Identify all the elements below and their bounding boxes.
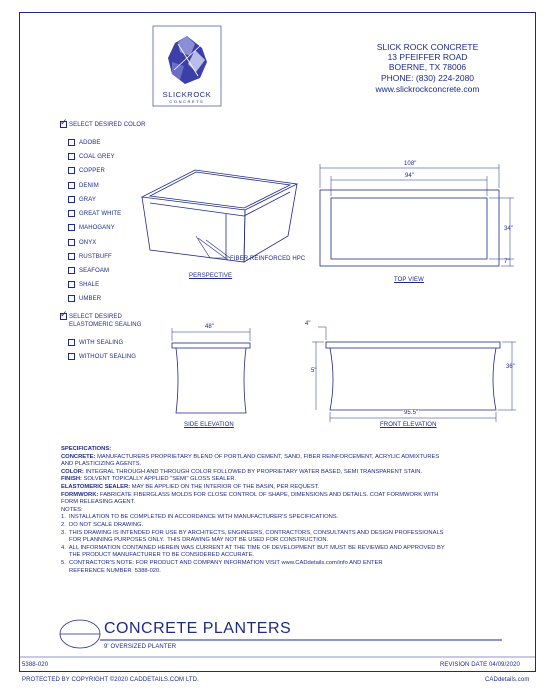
color-label-rustbuff: RUSTBUFF: [79, 254, 112, 260]
color-label-shale: SHALE: [79, 282, 100, 288]
spec-sealer-text: MAY BE APPLIED ON THE INTERIOR OF THE BASIN, PER REQUEST.: [130, 483, 320, 490]
color-checkbox-great-white[interactable]: [68, 210, 75, 217]
color-label-great-white: GREAT WHITE: [79, 211, 122, 217]
perspective-label: PERSPECTIVE: [189, 273, 233, 279]
note-item: THE PRODUCT MANUFACTURER TO BE CONSIDERED ACCURATE.: [61, 552, 255, 559]
sealing-checkbox-without[interactable]: [68, 353, 75, 360]
color-checkbox-seafoam[interactable]: [68, 267, 75, 274]
checkmark-icon: ✓: [60, 117, 68, 127]
spec-color-label: COLOR:: [61, 468, 84, 475]
company-address-line2: BOERNE, TX 78006: [388, 62, 467, 72]
spec-concrete-label: CONCRETE:: [61, 453, 96, 460]
spec-finish: [61, 476, 481, 484]
spec-formwork-text: FABRICATE FIBERGLASS MOLDS FOR CLOSE CONTROL OF SHAPE, DIMENSIONS AND DETAILS. COAT FORMWORK WITH: [98, 491, 439, 498]
drawing-subtitle: 9' OVERSIZED PLANTER: [104, 644, 177, 650]
color-label-gray: GRAY: [79, 197, 96, 203]
dim-front-rim: 5": [311, 368, 317, 374]
company-name: SLICK ROCK CONCRETE: [376, 42, 479, 52]
top-view-label: TOP VIEW: [394, 277, 424, 283]
checkmark-icon: ✓: [60, 309, 68, 319]
spec-sealer: [61, 484, 481, 492]
perspective-drawing: [142, 170, 297, 262]
dim-front-height: 36": [506, 364, 516, 370]
spec-formwork-label: FORMWORK:: [61, 491, 99, 498]
spec-sealer-label: ELASTOMERIC SEALER:: [61, 483, 131, 490]
dim-top-lip: 7": [504, 259, 510, 265]
color-checkbox-mahogany[interactable]: [68, 224, 75, 231]
company-phone: PHONE: (830) 224-2080: [380, 73, 475, 83]
company-address-line1: 13 PFEIFFER ROAD: [387, 52, 468, 62]
side-elevation-drawing: [172, 328, 250, 413]
copyright-notice: PROTECTED BY COPYRIGHT ©2020 CADDETAILS.COM LTD.: [22, 677, 199, 683]
note-item: FOR PLANNING PURPOSES ONLY. THIS DRAWING MAY NOT BE USED FOR CONSTRUCTION.: [61, 537, 329, 544]
note-item: REFERENCE NUMBER 5388-020.: [61, 567, 161, 574]
color-label-seafoam: SEAFOAM: [79, 268, 110, 274]
color-label-umber: UMBER: [79, 296, 102, 302]
callout-leader: [196, 236, 228, 258]
specifications-heading: SPECIFICATIONS:: [61, 446, 112, 452]
spec-formwork-text2: FORM RELEASING AGENT.: [61, 499, 136, 506]
sealing-checkbox-with[interactable]: [68, 339, 75, 346]
reference-number: 5388-020: [22, 662, 49, 668]
specifications-block: [61, 446, 481, 575]
front-elevation-label: FRONT ELEVATION: [380, 422, 437, 428]
color-checkbox-coal-grey[interactable]: [68, 153, 75, 160]
dim-top-inner: 94": [405, 173, 415, 179]
color-checkbox-rustbuff[interactable]: [68, 253, 75, 260]
spec-concrete: [61, 454, 481, 462]
fiber-callout: FIBER REINFORCED HPC: [230, 256, 306, 262]
dim-front-lip: 4": [305, 321, 311, 327]
dim-top-depth: 34": [504, 226, 514, 232]
note-item: 2. DO NOT SCALE DRAWING.: [61, 521, 144, 528]
spec-concrete-text: MANUFACTURERS PROPRIETARY BLEND OF PORTLAND CEMENT, SAND, FIBER REINFORCEMENT, ACRYLIC ADMIXTURES: [95, 453, 440, 460]
color-label-onyx: ONYX: [79, 240, 97, 246]
color-checkbox-denim[interactable]: [68, 182, 75, 189]
color-label-adobe: ADOBE: [79, 140, 101, 146]
color-checkbox-gray[interactable]: [68, 196, 75, 203]
notes-heading: NOTES:: [61, 506, 83, 513]
sealing-label-with: WITH SEALING: [79, 340, 124, 346]
sealing-label-without: WITHOUT SEALING: [79, 354, 137, 360]
color-label-mahogany: MAHOGANY: [79, 225, 115, 231]
spec-color: [61, 469, 481, 477]
color-header: SELECT DESIRED COLOR: [69, 122, 146, 128]
note-item: 4. ALL INFORMATION CONTAINED HEREIN WAS CURRENT AT THE TIME OF DEVELOPMENT BUT MUST BE REVIEWED AND APPROVED BY: [61, 544, 445, 551]
note-item: 1. INSTALLATION TO BE COMPLETED IN ACCORDANCE WITH MANUFACTURER'S SPECIFICATIONS.: [61, 514, 339, 521]
spec-concrete-text2: AND PLASTICIZING AGENTS.: [61, 461, 142, 468]
logo-subtext: CONCRETE: [169, 99, 205, 104]
note-item: 5. CONTRACTOR'S NOTE: FOR PRODUCT AND COMPANY INFORMATION VISIT www.CADdetails.com/info AND ENTER: [61, 559, 383, 566]
color-checkbox-adobe[interactable]: [68, 139, 75, 146]
color-label-coal-grey: COAL GREY: [79, 154, 115, 160]
spec-color-text: INTEGRAL THROUGH AND THROUGH COLOR FOLLOWED BY PROPRIETARY WATER BASED, SEMI TRANSPARENT STAIN.: [83, 468, 423, 475]
logo-wordmark: SLICKROCK: [162, 90, 212, 99]
color-checkbox-onyx[interactable]: [68, 239, 75, 246]
side-elevation-label: SIDE ELEVATION: [184, 422, 234, 428]
color-label-copper: COPPER: [79, 168, 105, 174]
dim-side-width: 48": [205, 324, 215, 330]
dim-top-outer: 108": [404, 161, 417, 167]
company-website[interactable]: www.slickrockconcrete.com: [375, 84, 480, 94]
color-label-denim: DENIM: [79, 183, 99, 189]
sealing-header-line1: SELECT DESIRED: [69, 314, 122, 320]
note-item: 3. THIS DRAWING IS INTENDED FOR USE BY ARCHITECTS, ENGINEERS, CONTRACTORS, CONSULTANTS AND DESIGN PROFESSIONALS: [61, 529, 444, 536]
color-checkbox-umber[interactable]: [68, 295, 75, 302]
top-view-drawing: [320, 164, 514, 266]
caddetails-link[interactable]: CADdetails.com: [485, 677, 530, 683]
spec-finish-label: FINISH:: [61, 476, 82, 483]
sealing-header-line2: ELASTOMERIC SEALING: [69, 322, 142, 328]
color-checkbox-copper[interactable]: [68, 167, 75, 174]
revision-date: REVISION DATE 04/09/2020: [440, 662, 520, 668]
front-elevation-drawing: [312, 327, 516, 422]
spec-finish-text: SOLVENT TOPICALLY APPLIED "SEMI" GLOSS SEALER.: [81, 476, 237, 483]
spec-formwork: [61, 492, 481, 500]
dim-front-base: 95.5": [404, 410, 419, 416]
drawing-title: CONCRETE PLANTERS: [104, 620, 292, 637]
color-checkbox-shale[interactable]: [68, 281, 75, 288]
